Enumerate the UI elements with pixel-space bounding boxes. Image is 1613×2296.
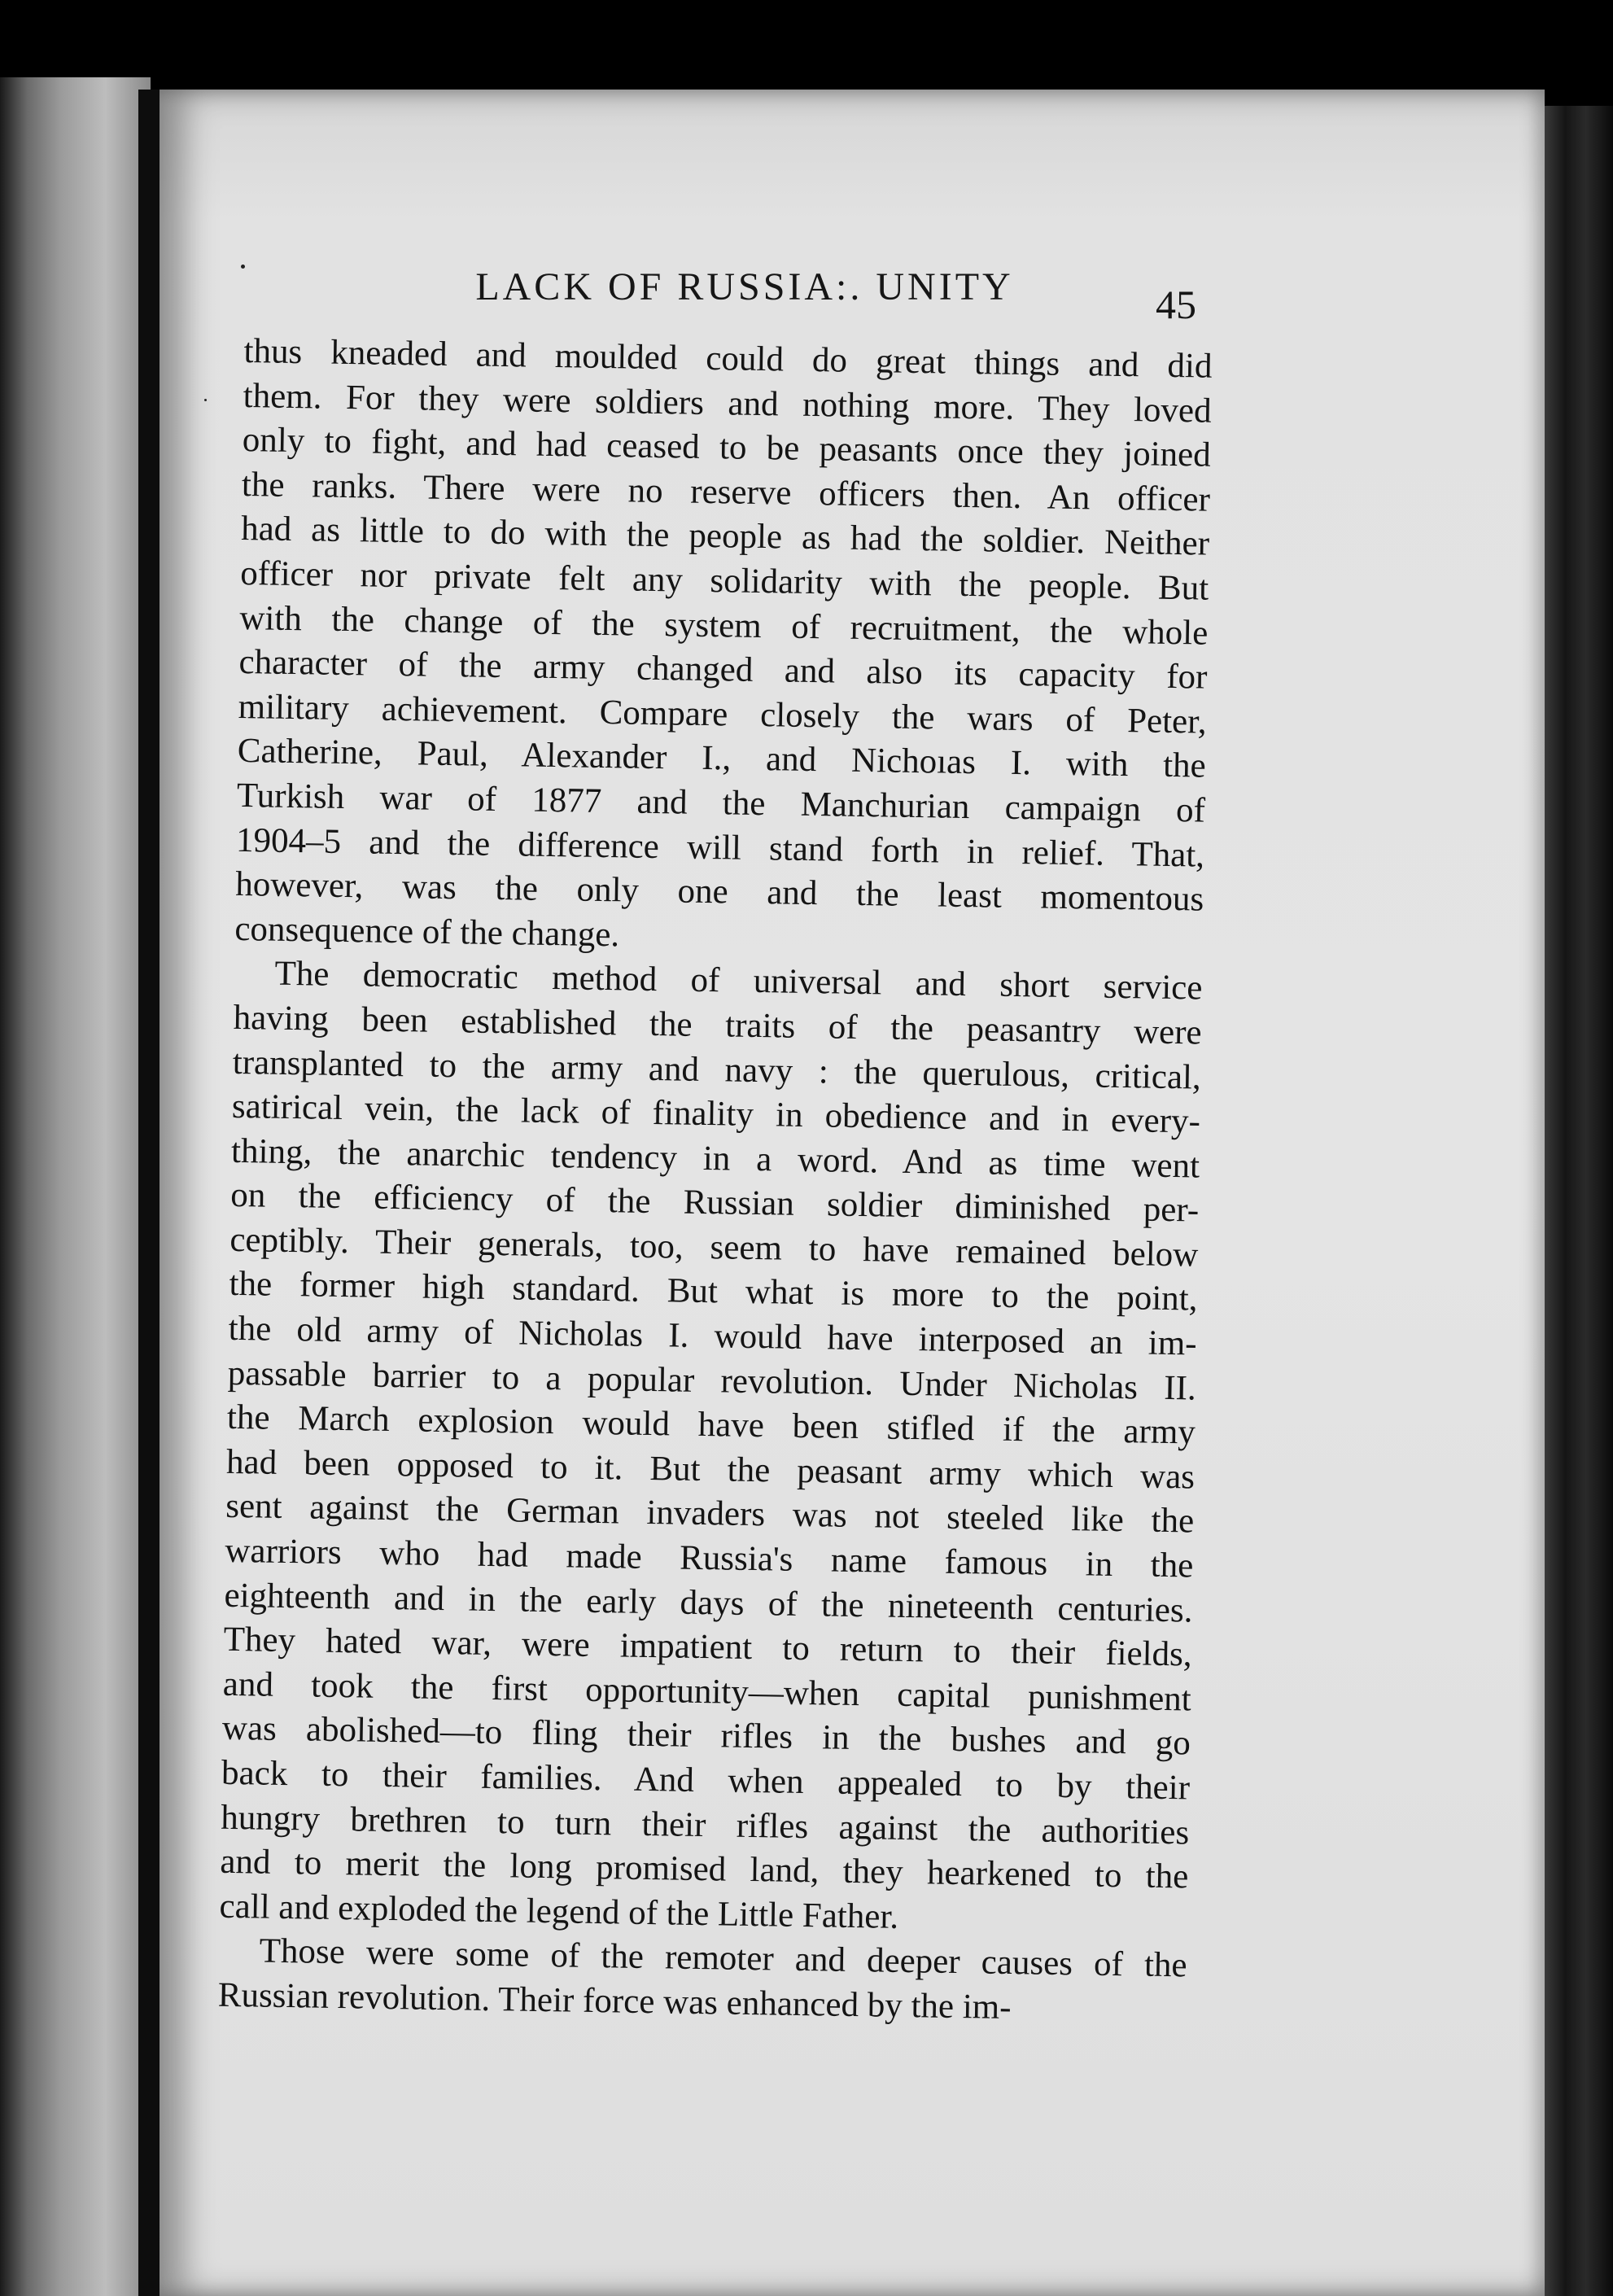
text-line: Catherine, Paul, Alexander I., and Nichoıas I. with the: [237, 732, 1207, 785]
text-line: ceptibly. Their generals, too, seem to have remained below: [229, 1220, 1199, 1275]
facing-page-edge: [0, 77, 151, 2296]
text-line: the old army of Nicholas I. would have interposed an im-: [228, 1309, 1197, 1363]
text-line: thing, the anarchic tendency in a word. And as time went: [230, 1131, 1200, 1186]
page-number: 45: [1156, 282, 1196, 327]
text-line: eighteenth and in the early days of the nineteenth centuries.: [224, 1576, 1193, 1630]
text-line: consequence of the change.: [234, 909, 620, 955]
text-line: The democratic method of universal and short service: [274, 955, 1203, 1008]
paragraph-2: [219, 951, 1203, 1944]
text-line: the ranks. There were no reserve officers then. An officer: [241, 465, 1211, 519]
text-line: with the change of the system of recruitment, the whole: [239, 598, 1209, 653]
text-line: call and exploded the legend of the Little Father.: [219, 1887, 899, 1936]
text-line: 1904–5 and the difference will stand forth in relief. That,: [235, 820, 1205, 875]
text-line: however, was the only one and the least momentous: [234, 865, 1204, 919]
book-gutter: [138, 90, 160, 2296]
paper-speck: [204, 399, 207, 401]
text-line: transplanted to the army and navy : the querulous, critical,: [232, 1043, 1202, 1097]
text-line: military achievement. Compare closely the wars of Peter,: [238, 687, 1207, 741]
text-line: and to merit the long promised land, they hearkened to the: [220, 1842, 1189, 1896]
text-line: sent against the German invaders was not steeled like the: [225, 1487, 1195, 1541]
paragraph-1: [234, 330, 1213, 967]
text-line: character of the army changed and also its capacity for: [238, 643, 1208, 697]
text-line: Those were some of the remoter and deeper causes of the: [259, 1931, 1187, 1985]
text-line: warriors who had made Russia's name famous in the: [225, 1531, 1194, 1585]
text-line: was abolished—to fling their rifles in the bushes and go: [221, 1709, 1191, 1763]
text-line: on the efficiency of the Russian soldier diminished per-: [229, 1176, 1200, 1230]
text-line: them. For they were soldiers and nothing more. They loved: [243, 376, 1212, 431]
text-line: satirical vein, the lack of finality in obedience and in every-: [231, 1087, 1201, 1141]
text-line: had as little to do with the people as had the soldier. Neither: [240, 509, 1210, 564]
text-line: back to their families. And when appealed to by their: [221, 1753, 1191, 1808]
body-text: [217, 330, 1212, 2033]
text-line: only to fight, and had ceased to be peasants once they joined: [242, 421, 1212, 475]
text-line: had been opposed to it. But the peasant army which was: [225, 1442, 1196, 1497]
text-line: having been established the traits of the peasantry were: [233, 998, 1202, 1052]
text-line: They hated war, were impatient to return to their fields,: [223, 1620, 1192, 1674]
text-line: Russian revolution. Their force was enhanced by the im-: [217, 1975, 1012, 2027]
text-line: and took the first opportunity—when capital punishment: [222, 1664, 1192, 1719]
text-line: Turkish war of 1877 and the Manchurian campaign of: [236, 776, 1206, 830]
text-line: officer nor private felt any solidarity with the people. But: [239, 553, 1209, 608]
paragraph-3: [217, 1929, 1187, 2033]
text-line: thus kneaded and moulded could do great things and did: [243, 331, 1213, 386]
paper-speck: [241, 265, 245, 269]
text-line: passable barrier to a popular revolution. Under Nicholas II.: [227, 1354, 1197, 1408]
running-head: LACK OF RUSSIA:. UNITY: [475, 265, 1014, 308]
book-fore-edge: [1545, 106, 1613, 2296]
text-line: hungry brethren to turn their rifles against the authorities: [220, 1798, 1190, 1852]
text-line: the March explosion would have been stifled if the army: [226, 1398, 1196, 1452]
text-line: the former high standard. But what is more to the point,: [229, 1265, 1198, 1319]
